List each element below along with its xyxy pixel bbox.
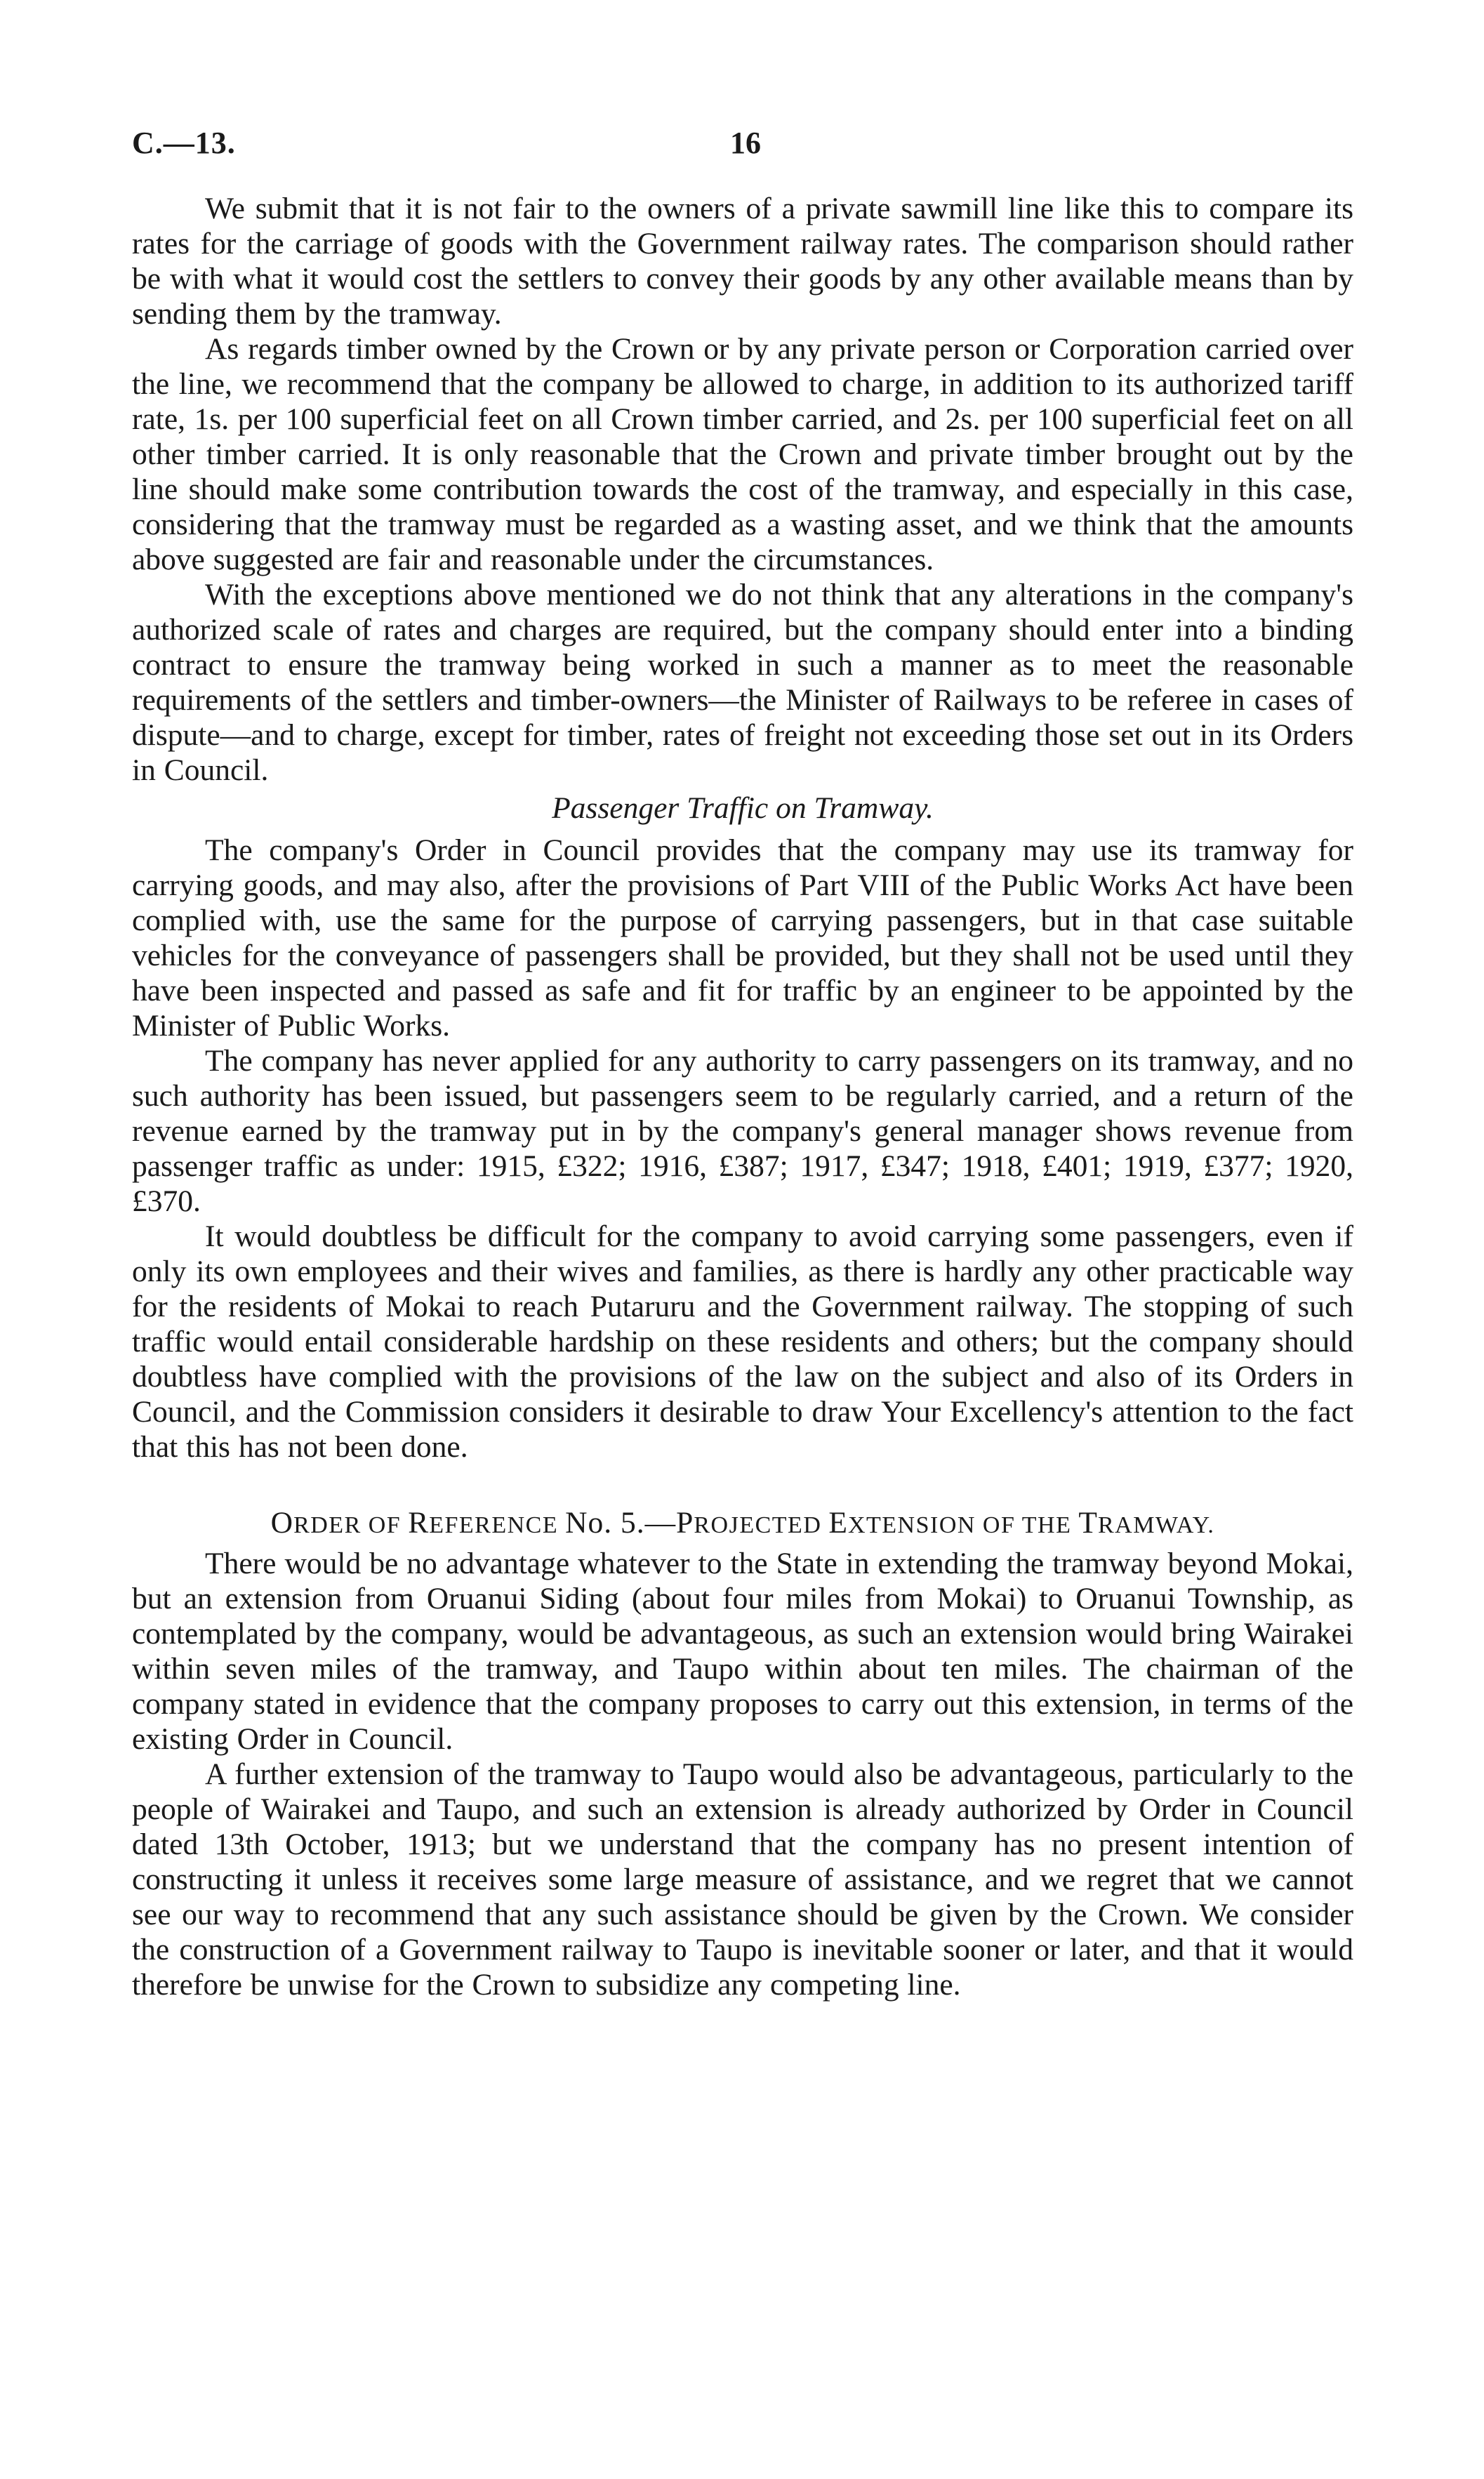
paragraph-crown-timber: As regards timber owned by the Crown or by any private person or Corporation carried over the line, we recommend that the company be allowed to charge, in addition to its authorized tariff rate, 1s. per 100 superficial feet on all Crown timber carried, and 2s. per 100 superficial feet on all other timber carried. It is only reasonable that the Crown and private timber brought out by the line should make some contribution towards the cost of the tramway, and especially in this case, considering that the tramway must be regarded as a wasting asset, and we think that the amounts above suggested are fair and reasonable under the circumstances. — [132, 332, 1353, 576]
heading-part: No. 5.— — [565, 1506, 677, 1540]
section-heading-order-of-reference — [132, 1505, 1353, 1543]
document-body — [132, 191, 1353, 2002]
heading-part: RAMWAY. — [1097, 1512, 1215, 1538]
page-header — [132, 125, 1353, 167]
page-number: 16 — [730, 126, 761, 160]
heading-part: R — [408, 1506, 430, 1540]
heading-part: E — [828, 1506, 848, 1540]
paragraph-passenger-hardship: It would doubtless be difficult for the company to avoid carrying some passengers, even if only its own employees and their wives and families, as there is hardly any other practicable way for the residents of Mokai to reach Putaruru and the Government railway. The stopping of such traffic would entail considerable hardship on these residents and others; but the company should doubtless have complied with the provisions of the law on the subject and also of its Orders in Council, and the Commission considers it desirable to draw Your Excellency's attention to the fact that this has not been done. — [132, 1219, 1353, 1464]
heading-part: O — [270, 1506, 294, 1540]
paragraph-exceptions: With the exceptions above mentioned we do not think that any alterations in the company's authorized scale of rates and charges are required, but the company should enter into a binding contract to ensure the tramway being worked in such a manner as to meet the reasonable requirements of the settlers and timber-owners—the Minister of Railways to be referee in cases of dispute—and to charge, except for timber, rates of freight not exceeding those set out in its Orders in Council. — [132, 578, 1353, 787]
heading-part: XTENSION OF THE — [847, 1512, 1079, 1538]
document-reference: C.—13. — [132, 126, 236, 160]
paragraph-extension-oruanui: There would be no advantage whatever to the State in extending the tramway beyond Mokai, but an extension from Oruanui Siding (about four miles from Mokai) to Oruanui Township, as contemplated by the company, would be advantageous, as such an extension would bring Wairakei within seven miles of the tramway, and Taupo within about ten miles. The chairman of the company stated in evidence that the company proposes to carry out this extension, in terms of the existing Order in Council. — [132, 1547, 1353, 1756]
heading-part: P — [676, 1506, 694, 1540]
paragraph-extension-taupo: A further extension of the tramway to Taupo would also be advantageous, particularly to the people of Wairakei and Taupo, and such an extension is already authorized by Order in Council dated 13th October, 1913; but we understand that the company has no present intention of constructing it unless it receives some large measure of assistance, and we regret that we cannot see our way to recommend that any such assistance should be given by the Crown. We consider the construction of a Government railway to Taupo is inevitable sooner or later, and that it would therefore be unwise for the Crown to subsidize any competing line. — [132, 1757, 1353, 2002]
section-heading-passenger-traffic: Passenger Traffic on Tramway. — [552, 791, 934, 825]
paragraph-order-in-council: The company's Order in Council provides that the company may use its tramway for carrying goods, and may also, after the provisions of Part VIII of the Public Works Act have been complied with, use the same for the purpose of carrying passengers, but in that case suitable vehicles for the conveyance of passengers shall be provided, but they shall not be used until they have been inspected and passed as safe and fit for traffic by an engineer to be appointed by the Minister of Public Works. — [132, 833, 1353, 1043]
paragraph-sawmill-rates: We submit that it is not fair to the owners of a private sawmill line like this to compare its rates for the carriage of goods with the Government railway rates. The comparison should rather be with what it would cost the settlers to convey their goods by any other available means than by sending them by the tramway. — [132, 192, 1353, 331]
paragraph-passenger-revenue: The company has never applied for any authority to carry passengers on its tramway, and no such authority has been issued, but passengers seem to be regularly carried, and a return of the revenue earned by the tramway put in by the company's general manager shows revenue from passenger traffic as under: 1915, £322; 1916, £387; 1917, £347; 1918, £401; 1919, £377; 1920, £370. — [132, 1044, 1353, 1218]
heading-part: T — [1078, 1506, 1098, 1540]
heading-part: RDER OF — [293, 1512, 409, 1538]
heading-part: ROJECTED — [694, 1512, 829, 1538]
heading-part: EFERENCE — [429, 1512, 566, 1538]
